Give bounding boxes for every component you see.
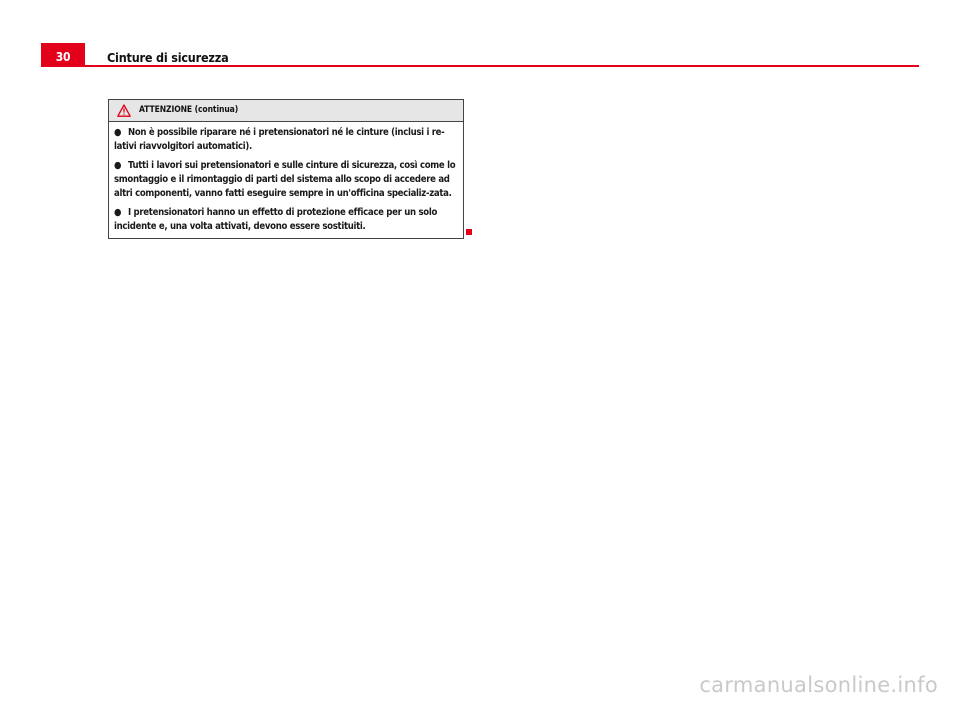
warning-item-text: Tutti i lavori sui pretensionatori e sulle cinture di sicurezza, così come lo smontaggio e il rimontaggio di parti del sistema allo scopo di accedere ad altri componenti, vanno fatti eseguire sempre in un'officina specializ-zata. [114,160,456,199]
warning-header [109,100,463,122]
page-number: 30 [41,43,85,67]
warning-item-text: Non è possibile riparare né i pretensionatori né le cinture (inclusi i re-lativi riavvolgitori automatici). [114,127,445,152]
warning-triangle-icon [117,104,131,117]
bullet-icon: ● [114,127,122,138]
warning-body [109,122,463,234]
chapter-title: Cinture di sicurezza [107,50,229,65]
warning-item [114,206,459,234]
warning-item [114,126,459,154]
bullet-icon: ● [114,207,122,218]
section-end-marker [466,229,472,235]
warning-item [114,159,459,201]
warning-item-text: I pretensionatori hanno un effetto di protezione efficace per un solo incidente e, una volta attivati, devono essere sostituiti. [114,207,438,232]
header-rule [41,65,919,67]
warning-title: ATTENZIONE (continua) [139,105,239,115]
page-header [41,43,919,67]
watermark: carmanualsonline.info [699,673,938,697]
bullet-icon: ● [114,160,122,171]
warning-box [108,99,464,239]
